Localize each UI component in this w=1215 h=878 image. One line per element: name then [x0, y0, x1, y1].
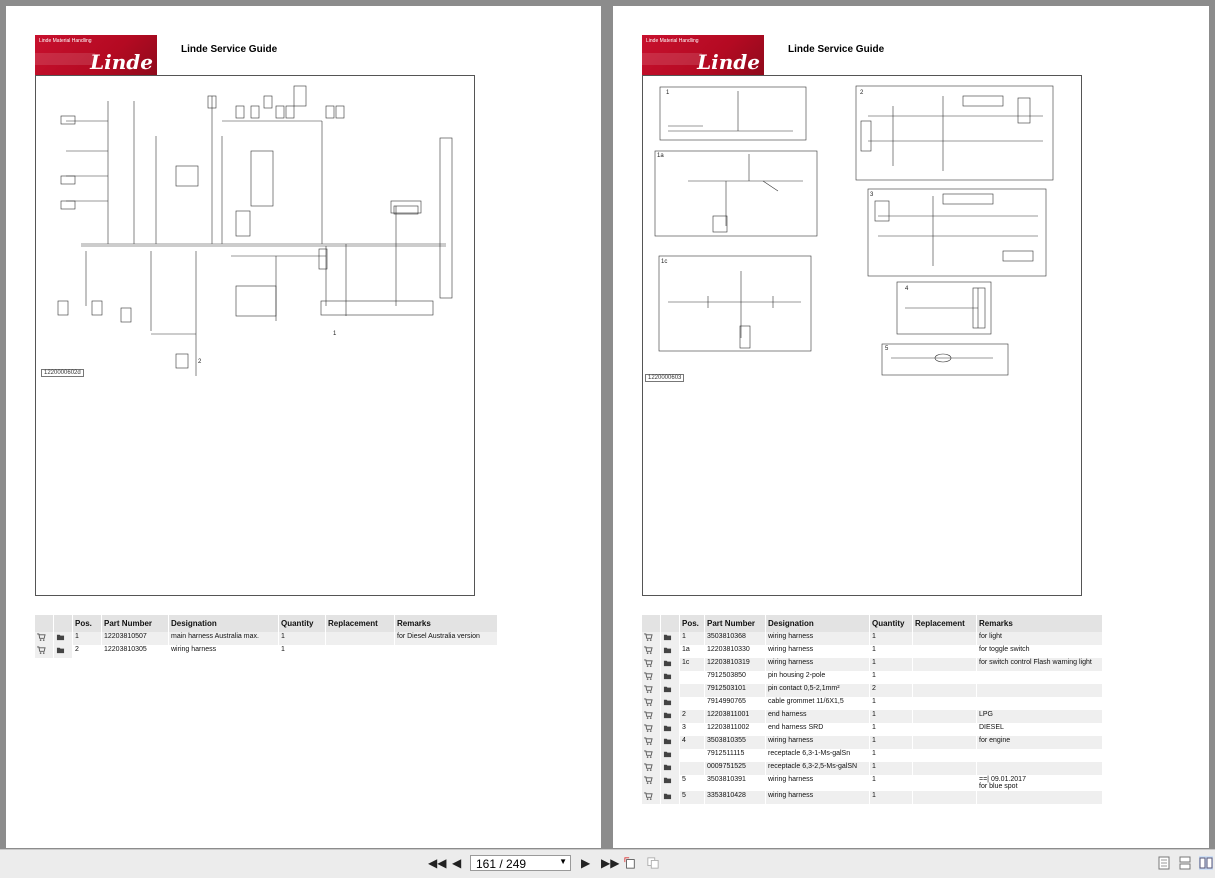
folder-icon[interactable] — [663, 646, 672, 654]
drawing-id: 1220000603 — [645, 374, 684, 382]
folder-icon[interactable] — [663, 685, 672, 693]
cart-icon[interactable] — [644, 737, 653, 745]
diagram-callout-3: 3 — [870, 192, 874, 198]
drawing-id: 1220000602d — [41, 369, 84, 377]
next-page-icon[interactable]: ▶ — [581, 856, 591, 870]
cart-cell — [642, 684, 661, 697]
cart-icon[interactable] — [37, 633, 46, 641]
cart-icon[interactable] — [644, 659, 653, 667]
cart-col-header — [35, 615, 54, 632]
cart-icon[interactable] — [37, 646, 46, 654]
col-header-replacement: Replacement — [913, 615, 977, 632]
cart-cell — [642, 671, 661, 684]
linde-logo — [35, 35, 157, 75]
prev-page-icon[interactable]: ◀ — [452, 856, 462, 870]
page-title: Linde Service Guide — [181, 44, 278, 55]
quantity-cell: 1 — [870, 658, 913, 671]
designation-cell: main harness Australia max. — [169, 632, 279, 645]
cart-cell — [35, 632, 54, 645]
cart-icon[interactable] — [644, 646, 653, 654]
designation-cell: wiring harness — [766, 632, 870, 645]
doc-cell — [54, 645, 73, 658]
doc-cell — [54, 632, 73, 645]
dropdown-icon[interactable]: ▼ — [559, 857, 567, 866]
remarks-cell: for light — [977, 632, 1103, 645]
col-header-quantity: Quantity — [279, 615, 326, 632]
doc-cell — [661, 710, 680, 723]
cart-cell — [642, 736, 661, 749]
remarks-cell: for toggle switch — [977, 645, 1103, 658]
col-header-remarks: Remarks — [395, 615, 498, 632]
cart-icon[interactable] — [644, 792, 653, 800]
replacement-cell — [913, 791, 977, 804]
cart-icon[interactable] — [644, 776, 653, 784]
table-row[interactable] — [642, 645, 1103, 658]
linde-logo — [642, 35, 764, 75]
replacement-cell — [913, 684, 977, 697]
diagram-callout-1c: 1c — [661, 259, 668, 265]
folder-icon[interactable] — [663, 737, 672, 745]
part-number-cell: 12203811002 — [705, 723, 766, 736]
diagram-callout-1: 1 — [333, 331, 337, 337]
diagram-callout-2: 2 — [860, 90, 864, 96]
remarks-cell — [977, 684, 1103, 697]
parts-table — [35, 615, 498, 658]
table-row[interactable] — [642, 791, 1103, 804]
remarks-cell — [977, 791, 1103, 804]
doc-cell — [661, 697, 680, 710]
part-number-cell: 3353810428 — [705, 791, 766, 804]
folder-icon[interactable] — [663, 659, 672, 667]
quantity-cell: 1 — [870, 710, 913, 723]
pos-cell — [680, 684, 705, 697]
page-selector[interactable] — [470, 855, 571, 871]
parts-table-body — [642, 632, 1103, 804]
remarks-cell — [977, 749, 1103, 762]
table-row[interactable] — [642, 632, 1103, 645]
doc-cell — [661, 684, 680, 697]
diagram-callout-5: 5 — [885, 346, 889, 352]
copy-icon[interactable] — [647, 856, 659, 870]
col-header-designation: Designation — [766, 615, 870, 632]
replacement-cell — [913, 749, 977, 762]
designation-cell: pin contact 0,5-2,1mm² — [766, 684, 870, 697]
replacement-cell — [913, 736, 977, 749]
logo-subtitle: Linde Material Handling — [646, 38, 699, 44]
table-row[interactable] — [642, 684, 1103, 697]
replacement-cell — [913, 671, 977, 684]
table-row[interactable] — [642, 671, 1103, 684]
cart-cell — [642, 723, 661, 736]
logo-word: Linde — [90, 50, 153, 74]
doc-cell — [661, 671, 680, 684]
col-header-replacement: Replacement — [326, 615, 395, 632]
remarks-cell: for engine — [977, 736, 1103, 749]
pos-cell: 2 — [73, 645, 102, 658]
cart-icon[interactable] — [644, 698, 653, 706]
quantity-cell: 1 — [870, 697, 913, 710]
quantity-cell: 1 — [870, 736, 913, 749]
quantity-cell: 2 — [870, 684, 913, 697]
viewer-toolbar — [0, 849, 1215, 878]
parts-table — [642, 615, 1103, 804]
part-number-cell: 7912503850 — [705, 671, 766, 684]
doc-cell — [661, 645, 680, 658]
cart-icon[interactable] — [644, 672, 653, 680]
part-number-cell: 12203810319 — [705, 658, 766, 671]
pos-cell: 1 — [680, 632, 705, 645]
remarks-cell: DIESEL — [977, 723, 1103, 736]
doc-cell — [661, 749, 680, 762]
designation-cell: end harness SRD — [766, 723, 870, 736]
replacement-cell — [913, 762, 977, 775]
col-header-pos: Pos. — [73, 615, 102, 632]
cart-cell — [35, 645, 54, 658]
doc-cell — [661, 736, 680, 749]
replacement-cell — [326, 645, 395, 658]
col-header-part-number: Part Number — [705, 615, 766, 632]
cart-cell — [642, 710, 661, 723]
designation-cell: wiring harness — [169, 645, 279, 658]
replacement-cell — [913, 723, 977, 736]
cart-cell — [642, 762, 661, 775]
table-row[interactable] — [35, 645, 498, 658]
replacement-cell — [913, 632, 977, 645]
folder-icon[interactable] — [663, 776, 672, 784]
doc-cell — [661, 791, 680, 804]
designation-cell: end harness — [766, 710, 870, 723]
doc-col-header — [661, 615, 680, 632]
part-number-cell: 12203810305 — [102, 645, 169, 658]
cart-cell — [642, 658, 661, 671]
cart-cell — [642, 791, 661, 804]
logo-subtitle: Linde Material Handling — [39, 38, 92, 44]
pos-cell: 1a — [680, 645, 705, 658]
folder-icon[interactable] — [663, 792, 672, 800]
designation-cell: cable grommet 11/6X1,5 — [766, 697, 870, 710]
pos-cell — [680, 697, 705, 710]
quantity-cell: 1 — [870, 632, 913, 645]
cart-icon[interactable] — [644, 724, 653, 732]
designation-cell: wiring harness — [766, 775, 870, 791]
part-number-cell: 3503810368 — [705, 632, 766, 645]
table-row[interactable] — [642, 723, 1103, 736]
folder-icon[interactable] — [663, 698, 672, 706]
page-title: Linde Service Guide — [788, 44, 885, 55]
cart-cell — [642, 749, 661, 762]
quantity-cell: 1 — [870, 671, 913, 684]
wiring-diagram — [642, 75, 1082, 596]
col-header-designation: Designation — [169, 615, 279, 632]
continuous-view-icon[interactable] — [1179, 856, 1191, 870]
cart-col-header — [642, 615, 661, 632]
remarks-cell — [977, 762, 1103, 775]
folder-icon[interactable] — [663, 750, 672, 758]
table-row[interactable] — [642, 775, 1103, 791]
replacement-cell — [913, 710, 977, 723]
last-page-icon[interactable]: ▶▶ — [601, 856, 620, 870]
logo-word: Linde — [697, 50, 760, 74]
table-row[interactable] — [642, 697, 1103, 710]
diagram-callout-1a: 1a — [657, 153, 664, 159]
pos-cell: 5 — [680, 775, 705, 791]
cart-icon[interactable] — [644, 763, 653, 771]
col-header-pos: Pos. — [680, 615, 705, 632]
single-page-view-icon[interactable] — [1158, 856, 1170, 870]
pos-cell: 5 — [680, 791, 705, 804]
quantity-cell: 1 — [870, 791, 913, 804]
part-number-cell: 7912511115 — [705, 749, 766, 762]
folder-icon[interactable] — [56, 646, 65, 654]
remarks-cell — [977, 697, 1103, 710]
designation-cell: receptacle 6,3-2,5-Ms-galSN — [766, 762, 870, 775]
cart-cell — [642, 697, 661, 710]
part-number-cell: 7914990765 — [705, 697, 766, 710]
first-page-icon[interactable]: ◀◀ — [428, 856, 447, 870]
designation-cell: wiring harness — [766, 645, 870, 658]
designation-cell: wiring harness — [766, 658, 870, 671]
quantity-cell: 1 — [870, 645, 913, 658]
replacement-cell — [326, 632, 395, 645]
part-number-cell: 3503810391 — [705, 775, 766, 791]
part-number-cell: 12203810507 — [102, 632, 169, 645]
folder-icon[interactable] — [663, 763, 672, 771]
part-number-cell: 0009751525 — [705, 762, 766, 775]
designation-cell: wiring harness — [766, 791, 870, 804]
quantity-cell: 1 — [279, 645, 326, 658]
pos-cell — [680, 749, 705, 762]
folder-icon[interactable] — [663, 711, 672, 719]
table-row[interactable] — [642, 749, 1103, 762]
cart-cell — [642, 645, 661, 658]
doc-col-header — [54, 615, 73, 632]
part-number-cell: 7912503101 — [705, 684, 766, 697]
doc-cell — [661, 632, 680, 645]
remarks-cell: for Diesel Australia version — [395, 632, 498, 645]
pos-cell: 1 — [73, 632, 102, 645]
pos-cell — [680, 671, 705, 684]
remarks-cell: for switch control Flash warning light — [977, 658, 1103, 671]
cart-cell — [642, 632, 661, 645]
pos-cell — [680, 762, 705, 775]
table-row[interactable] — [35, 632, 498, 645]
designation-cell: wiring harness — [766, 736, 870, 749]
folder-icon[interactable] — [56, 633, 65, 641]
part-number-cell: 3503810355 — [705, 736, 766, 749]
doc-cell — [661, 775, 680, 791]
left-page — [6, 6, 601, 848]
table-row[interactable] — [642, 710, 1103, 723]
two-page-view-icon[interactable] — [1199, 856, 1213, 870]
pos-cell: 3 — [680, 723, 705, 736]
table-row[interactable] — [642, 658, 1103, 671]
doc-cell — [661, 658, 680, 671]
quantity-cell: 1 — [870, 762, 913, 775]
remarks-cell — [395, 645, 498, 658]
page-indicator: 161 / 249 — [476, 857, 527, 871]
replacement-cell — [913, 697, 977, 710]
quantity-cell: 1 — [870, 775, 913, 791]
replacement-cell — [913, 658, 977, 671]
right-page — [613, 6, 1209, 848]
part-number-cell: 12203811001 — [705, 710, 766, 723]
pos-cell: 2 — [680, 710, 705, 723]
col-header-quantity: Quantity — [870, 615, 913, 632]
cart-icon[interactable] — [644, 685, 653, 693]
folder-icon[interactable] — [663, 672, 672, 680]
cart-cell — [642, 775, 661, 791]
cart-icon[interactable] — [644, 711, 653, 719]
cart-icon[interactable] — [644, 633, 653, 641]
quantity-cell: 1 — [870, 723, 913, 736]
remarks-cell: LPG — [977, 710, 1103, 723]
designation-cell: pin housing 2-pole — [766, 671, 870, 684]
remarks-cell — [977, 671, 1103, 684]
diagram-callout-1: 1 — [666, 90, 670, 96]
quantity-cell: 1 — [279, 632, 326, 645]
part-number-cell: 12203810330 — [705, 645, 766, 658]
pos-cell: 1c — [680, 658, 705, 671]
diagram-callout-2: 2 — [198, 359, 202, 365]
col-header-part-number: Part Number — [102, 615, 169, 632]
table-row[interactable] — [642, 762, 1103, 775]
quantity-cell: 1 — [870, 749, 913, 762]
folder-icon[interactable] — [663, 724, 672, 732]
pos-cell: 4 — [680, 736, 705, 749]
wiring-diagram — [35, 75, 475, 596]
rotate-icon[interactable] — [624, 856, 636, 870]
doc-cell — [661, 762, 680, 775]
parts-table-body — [35, 632, 498, 658]
diagram-callout-4: 4 — [905, 286, 909, 292]
remarks-cell: ==| 09.01.2017 for blue spot — [977, 775, 1103, 791]
cart-icon[interactable] — [644, 750, 653, 758]
col-header-remarks: Remarks — [977, 615, 1103, 632]
folder-icon[interactable] — [663, 633, 672, 641]
replacement-cell — [913, 645, 977, 658]
designation-cell: receptacle 6,3-1-Ms-galSn — [766, 749, 870, 762]
doc-cell — [661, 723, 680, 736]
table-row[interactable] — [642, 736, 1103, 749]
replacement-cell — [913, 775, 977, 791]
